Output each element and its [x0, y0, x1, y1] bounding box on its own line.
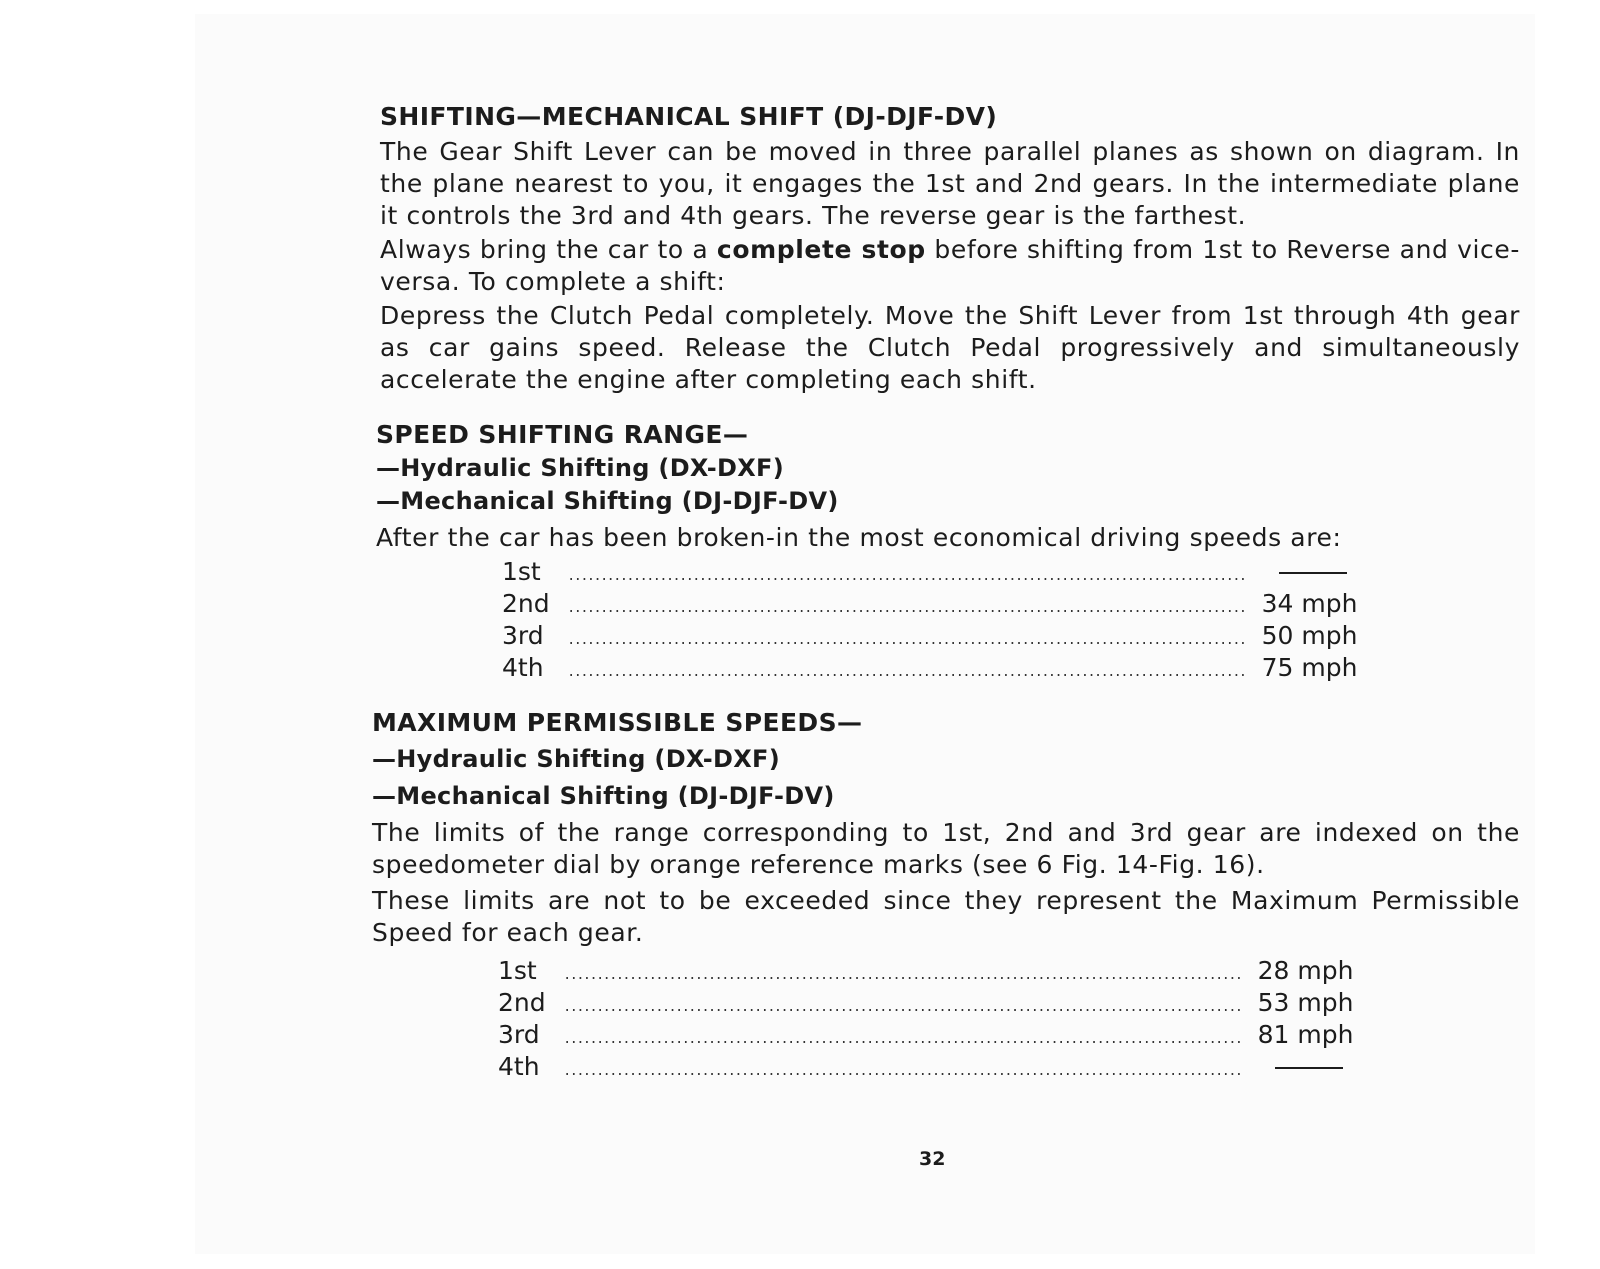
- page-content: [372, 100, 1520, 1083]
- dot-leader: [569, 559, 1244, 591]
- section-heading: MAXIMUM PERMISSIBLE SPEEDS—: [372, 708, 863, 737]
- gear-label: 2nd: [498, 988, 546, 1017]
- gear-label: 3rd: [502, 621, 544, 650]
- dot-leader: [565, 1054, 1240, 1086]
- paragraph: The Gear Shift Lever can be moved in three parallel planes as shown on diagram. In the plane nearest to you, it engages the 1st and 2nd gears. In the intermediate plane it controls the 3rd and 4th gears. The reverse gear is the farthest.: [380, 137, 1520, 230]
- dash-mark: [1275, 1067, 1343, 1069]
- speed-table: [502, 556, 1382, 684]
- table-row: [502, 652, 1382, 684]
- paragraph: Depress the Clutch Pedal completely. Move the Shift Lever from 1st through 4th gear as car gains speed. Release the Clutch Pedal progressively and simultaneously accelerate the engine after completing each shift.: [380, 301, 1520, 394]
- subheading: —Hydraulic Shifting (DX-DXF): [376, 454, 785, 482]
- gear-label: 3rd: [498, 1020, 540, 1049]
- gear-label: 1st: [498, 956, 537, 985]
- subheading: —Hydraulic Shifting (DX-DXF): [372, 745, 781, 773]
- section-max-permissible-speeds: [372, 706, 1520, 1083]
- speed-value: 75 mph: [1261, 653, 1358, 682]
- section-heading: SHIFTING—MECHANICAL SHIFT (DJ-DJF-DV): [380, 102, 998, 131]
- dot-leader: [565, 990, 1240, 1022]
- dash-mark: [1279, 572, 1347, 574]
- speed-value: 50 mph: [1261, 621, 1358, 650]
- page-number: 32: [919, 1148, 946, 1170]
- speed-value: [1240, 1051, 1378, 1083]
- speed-value: 34 mph: [1261, 589, 1358, 618]
- speed-value: [1244, 556, 1382, 588]
- paragraph: [380, 234, 1520, 298]
- dot-leader: [569, 591, 1244, 623]
- paragraph-text: before shifting from 1st to Reverse and vice-versa. To complete a shift:: [380, 235, 1520, 296]
- table-row: [498, 1019, 1378, 1051]
- table-row: [498, 1051, 1378, 1083]
- speed-value: 28 mph: [1257, 956, 1354, 985]
- table-row: [502, 620, 1382, 652]
- gear-label: 4th: [498, 1052, 540, 1081]
- dot-leader: [565, 1022, 1240, 1054]
- emphasis-text: complete stop: [716, 235, 926, 264]
- speed-value: 53 mph: [1257, 988, 1354, 1017]
- dot-leader: [565, 958, 1240, 990]
- section-heading: SPEED SHIFTING RANGE—: [376, 420, 749, 449]
- gear-label: 4th: [502, 653, 544, 682]
- gear-label: 1st: [502, 557, 541, 586]
- table-row: [498, 955, 1378, 987]
- speed-value: 81 mph: [1257, 1020, 1354, 1049]
- dot-leader: [569, 623, 1244, 655]
- paragraph: After the car has been broken-in the most economical driving speeds are:: [376, 523, 1342, 552]
- paragraph: These limits are not to be exceeded since they represent the Maximum Permissible Speed for each gear.: [372, 886, 1520, 947]
- dot-leader: [569, 655, 1244, 687]
- subheading: —Mechanical Shifting (DJ-DJF-DV): [376, 487, 839, 515]
- paragraph: The limits of the range corresponding to 1st, 2nd and 3rd gear are indexed on the speedometer dial by orange reference marks (see 6 Fig. 14-Fig. 16).: [372, 818, 1520, 879]
- table-row: [502, 556, 1382, 588]
- table-row: [498, 987, 1378, 1019]
- section-speed-shifting-range: [376, 418, 1520, 684]
- paragraph-text: Always bring the car to a: [380, 235, 717, 264]
- section-mechanical-shift: [380, 100, 1520, 396]
- gear-label: 2nd: [502, 589, 550, 618]
- subheading: —Mechanical Shifting (DJ-DJF-DV): [372, 782, 835, 810]
- speed-table: [498, 955, 1378, 1083]
- table-row: [502, 588, 1382, 620]
